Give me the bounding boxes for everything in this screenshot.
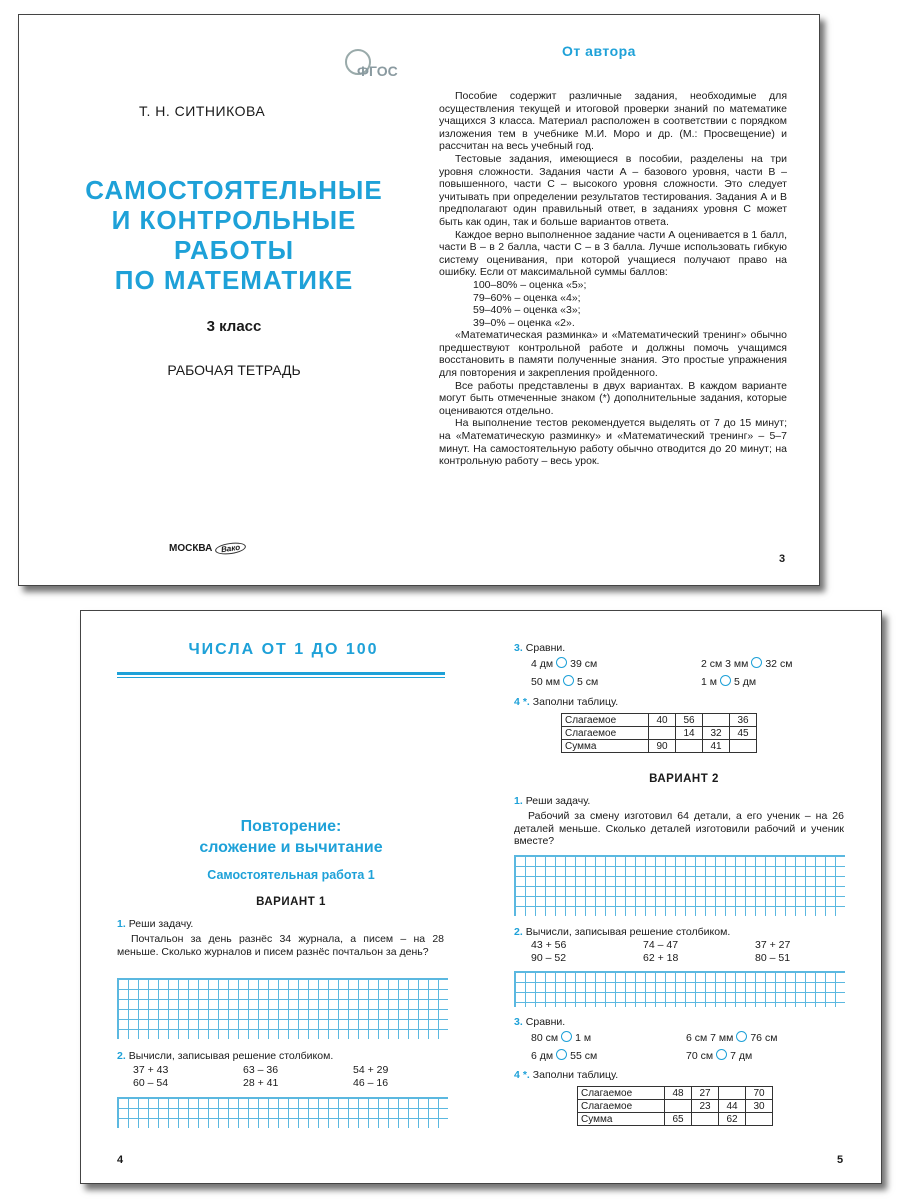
grade-scale-line: 39–0% – оценка «2».	[473, 316, 575, 329]
compare-list	[531, 657, 851, 688]
preface-paragraph: Пособие содержит различные задания, необходимые для осуществления текущей и итоговой проверки знаний по математике учащихся 3 класса. Материал расположен в соответствии с порядком изложения тем в учебнике М.И. Моро и др. (М.: Просвещение) и рассчитан на весь учебный год.	[439, 90, 787, 153]
topic-title	[121, 816, 461, 858]
compare-circle[interactable]	[720, 675, 731, 686]
expression: 62 + 18	[643, 951, 679, 964]
workbook-label: РАБОЧАЯ ТЕТРАДЬ	[167, 362, 301, 378]
compare-item	[531, 657, 701, 671]
fgos-logo-text: ФГОС	[357, 63, 398, 79]
task-number: 4	[514, 696, 520, 708]
compare-circle[interactable]	[561, 1031, 572, 1042]
compare-left: 70 см	[686, 1049, 714, 1062]
expression: 90 – 52	[531, 951, 567, 964]
table-row	[562, 727, 757, 740]
compare-left: 50 мм	[531, 675, 561, 688]
answer-grid[interactable]	[117, 1097, 448, 1128]
table-cell[interactable]: 14	[676, 727, 703, 740]
expression-row	[531, 952, 841, 965]
top-spread	[18, 14, 820, 586]
compare-right: 76 см	[750, 1032, 778, 1044]
table-cell[interactable]	[676, 740, 703, 753]
task-star: *.	[522, 696, 530, 708]
section-divider	[117, 677, 445, 678]
table-cell[interactable]: 40	[649, 714, 676, 727]
preface-paragraph: Каждое верно выполненное задание части А оценивается в 1 балл, части В – в 2 балла, части С – в 3 балла. Лучше использовать гибкую систему оценивания, при которой учащиеся получают право на ошибку. Если от максимальной суммы баллов:	[439, 228, 787, 279]
task-number: 3.	[514, 1016, 523, 1028]
table-cell[interactable]: 90	[649, 740, 676, 753]
grade-scale-line: 79–60% – оценка «4»;	[473, 291, 581, 304]
table-cell[interactable]	[692, 1113, 719, 1126]
row-label: Слагаемое	[562, 727, 649, 740]
preface-heading: От автора	[562, 43, 636, 59]
row-label: Слагаемое	[578, 1087, 665, 1100]
compare-circle[interactable]	[556, 657, 567, 668]
preface-paragraph: «Математическая разминка» и «Математический тренинг» обычно предшествуют контрольной работе и должны помочь учащимся восстановить в памяти полученные знания. Это простые упражнения для повторения и закрепления пройденного.	[439, 329, 787, 380]
compare-left: 6 дм	[531, 1049, 554, 1062]
preface-paragraph: Все работы представлены в двух вариантах. В каждом варианте могут быть отмеченные знаком (*) дополнительные задания, которые оцениваются отдельно.	[439, 379, 787, 417]
expression: 74 – 47	[643, 939, 679, 951]
fgos-logo	[345, 49, 398, 95]
table-cell[interactable]: 23	[692, 1100, 719, 1113]
table-cell[interactable]	[746, 1113, 773, 1126]
task-number: 1.	[514, 795, 523, 807]
compare-right: 5 дм	[733, 675, 757, 688]
expression: 46 – 16	[353, 1076, 389, 1089]
compare-left: 80 см	[531, 1032, 559, 1044]
compare-circle[interactable]	[736, 1031, 747, 1042]
task-heading	[514, 926, 730, 939]
expression: 43 + 56	[531, 939, 567, 951]
table-cell[interactable]: 44	[719, 1100, 746, 1113]
row-label: Слагаемое	[578, 1100, 665, 1113]
row-label: Сумма	[578, 1113, 665, 1126]
page-number: 3	[779, 553, 786, 565]
task-heading	[117, 1050, 333, 1063]
task-title: Заполни таблицу.	[532, 1069, 619, 1081]
compare-item	[531, 675, 701, 689]
table-cell[interactable]: 27	[692, 1087, 719, 1100]
expression-row	[133, 1064, 433, 1077]
topic-title-line: Повторение:	[240, 818, 342, 835]
city-label: МОСКВА	[169, 543, 213, 554]
row-label: Слагаемое	[562, 714, 649, 727]
row-label: Сумма	[562, 740, 649, 753]
compare-circle[interactable]	[563, 675, 574, 686]
bottom-spread	[80, 610, 882, 1184]
task-title: Реши задачу.	[128, 918, 194, 930]
task-text: Рабочий за смену изготовил 64 детали, а его ученик – на 26 деталей меньше. Сколько деталей изготовили рабочий и ученик вместе?	[514, 810, 844, 847]
compare-item	[686, 1049, 752, 1063]
compare-right: 32 см	[765, 658, 793, 670]
fill-table	[561, 713, 757, 753]
table-cell[interactable]: 65	[665, 1113, 692, 1126]
table-cell[interactable]: 62	[719, 1113, 746, 1126]
compare-circle[interactable]	[556, 1049, 567, 1060]
task-title: Вычисли, записывая решение столбиком.	[128, 1050, 334, 1062]
preface-text	[439, 90, 787, 468]
section-title: ЧИСЛА ОТ 1 ДО 100	[188, 641, 379, 658]
table-cell[interactable]	[649, 727, 676, 740]
task-title: Заполни таблицу.	[532, 696, 619, 708]
expression: 54 + 29	[353, 1064, 389, 1076]
page-number: 4	[117, 1154, 124, 1166]
compare-row	[531, 657, 851, 671]
task-title: Сравни.	[525, 642, 566, 654]
task-number: 3.	[514, 642, 523, 654]
table-row	[578, 1100, 773, 1113]
compare-list	[531, 1031, 851, 1062]
publisher	[169, 543, 247, 554]
grade-label: 3 класс	[206, 318, 262, 335]
preface-paragraph: Тестовые задания, имеющиеся в пособии, разделены на три уровня сложности. Задания части А – базового уровня, части В – повышенного, части С – высокого уровня сложности. Это следует учитывать при определении результатов тестирования. Задания А и В предполагают один правильный ответ, в заданиях уровня С может быть как один, так и больше вариантов ответа.	[439, 152, 787, 228]
compare-right: 5 см	[577, 675, 599, 688]
table-cell[interactable]: 32	[703, 727, 730, 740]
answer-grid[interactable]	[514, 971, 845, 1007]
expression: 80 – 51	[755, 951, 791, 964]
compare-row	[531, 1031, 851, 1045]
topic-title-line: сложение и вычитание	[199, 839, 383, 856]
fill-table	[577, 1086, 773, 1126]
table-cell[interactable]	[730, 740, 757, 753]
task-title: Реши задачу.	[525, 795, 591, 807]
title-line: ПО МАТЕМАТИКЕ	[114, 265, 354, 295]
task-heading	[514, 642, 565, 655]
answer-grid[interactable]	[514, 855, 845, 916]
expression: 28 + 41	[243, 1076, 279, 1089]
section-divider	[117, 672, 445, 675]
preface-paragraph: На выполнение тестов рекомендуется выделять от 7 до 15 минут; на «Математическую разминку» и «Математический тренинг» – 5–7 минут. На самостоятельную работу обычно отводится до 20 минут; на контрольную работу – весь урок.	[439, 417, 787, 468]
expression: 37 + 27	[755, 939, 791, 951]
expression-list	[531, 939, 841, 964]
title-line: РАБОТЫ	[173, 235, 295, 265]
task-title: Вычисли, записывая решение столбиком.	[525, 926, 731, 938]
expression: 63 – 36	[243, 1064, 279, 1076]
compare-left: 4 дм	[531, 658, 554, 670]
task-heading	[514, 795, 590, 808]
table-row	[578, 1087, 773, 1100]
expression-row	[531, 939, 841, 952]
table-cell[interactable]: 36	[730, 714, 757, 727]
variant-title: ВАРИАНТ 1	[256, 896, 326, 908]
publisher-logo: Вако	[215, 541, 247, 556]
compare-right: 1 м	[575, 1032, 592, 1044]
task-star: *.	[522, 1069, 530, 1081]
compare-item	[531, 1049, 686, 1063]
variant-title: ВАРИАНТ 2	[649, 773, 719, 785]
expression-list	[133, 1064, 433, 1089]
expression: 60 – 54	[133, 1076, 169, 1089]
table-row	[562, 740, 757, 753]
compare-item	[531, 1031, 686, 1045]
author-name: Т. Н. СИТНИКОВА	[139, 103, 266, 119]
compare-row	[531, 1049, 851, 1063]
table-cell[interactable]	[703, 714, 730, 727]
compare-left: 1 м	[701, 675, 717, 688]
table-row	[578, 1113, 773, 1126]
table-cell[interactable]: 70	[746, 1087, 773, 1100]
title-line: САМОСТОЯТЕЛЬНЫЕ	[85, 175, 383, 205]
task-number: 2.	[117, 1050, 126, 1062]
table-cell[interactable]: 30	[746, 1100, 773, 1113]
table-cell[interactable]: 45	[730, 727, 757, 740]
compare-item	[686, 1031, 777, 1045]
compare-row	[531, 675, 851, 689]
grade-scale-line: 100–80% – оценка «5»;	[473, 278, 587, 291]
grade-scale-line: 59–40% – оценка «3»;	[473, 304, 581, 317]
table-cell[interactable]: 48	[665, 1087, 692, 1100]
book-title	[59, 175, 409, 295]
task-number: 2.	[514, 926, 523, 938]
table-row	[562, 714, 757, 727]
compare-left: 2 см 3 мм	[701, 658, 749, 670]
task-heading	[514, 1016, 565, 1029]
table-cell[interactable]: 41	[703, 740, 730, 753]
page-number: 5	[837, 1154, 844, 1166]
compare-right: 7 дм	[730, 1049, 753, 1062]
compare-right: 39 см	[570, 658, 598, 670]
expression: 37 + 43	[133, 1064, 169, 1076]
task-heading	[514, 1069, 618, 1082]
table-cell[interactable]	[719, 1087, 746, 1100]
compare-circle[interactable]	[716, 1049, 727, 1060]
compare-left: 6 см 7 мм	[686, 1032, 734, 1044]
title-line: И КОНТРОЛЬНЫЕ	[111, 205, 357, 235]
table-cell[interactable]: 56	[676, 714, 703, 727]
compare-right: 55 см	[570, 1049, 598, 1062]
task-title: Сравни.	[525, 1016, 566, 1028]
task-number: 1.	[117, 918, 126, 930]
table-cell[interactable]	[665, 1100, 692, 1113]
work-title: Самостоятельная работа 1	[207, 868, 375, 882]
answer-grid[interactable]	[117, 978, 448, 1039]
task-text: Почтальон за день разнёс 34 журнала, а писем – на 28 меньше. Сколько журналов и писем разнёс почтальон за день?	[117, 933, 444, 958]
task-heading	[117, 918, 193, 931]
compare-item	[701, 675, 756, 689]
compare-item	[701, 657, 792, 671]
task-number: 4	[514, 1069, 520, 1081]
compare-circle[interactable]	[751, 657, 762, 668]
task-heading	[514, 696, 618, 709]
expression-row	[133, 1077, 433, 1090]
